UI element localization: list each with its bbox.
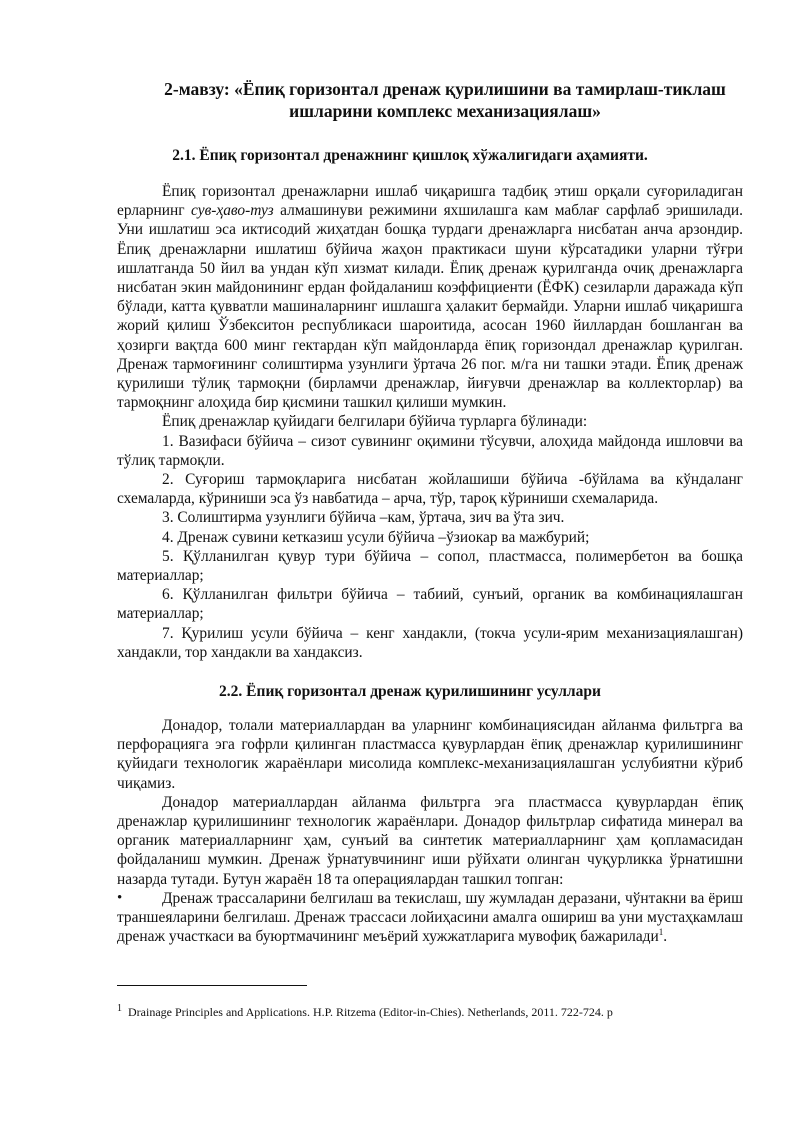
paragraph-text: алмашинуви режимини яхшилашга кам маблағ сарфлаб эришилади. Уни ишлатиш эса иктисодий жиҳатдан бошқа турдаги дренажларга нисбатан анча арзондир. Ёпиқ дренажларни ишлатиш бўйича жаҳон практикаси шуни кўрсатадики уларни тўғри ишлатганда 50 йил ва ундан кўп хизмат килади. Ёпиқ дренаж қурилганда очиқ дренажларга нисбатан экин майдонининг ердан фойдаланиш коэффициенти (ЁФК) сезиларли даражада кўп бўлади, катта қувватли машиналарнинг ишлашга ҳалакит бермайди. Уларни ишлаб чиқаришга жорий қилиш Ўзбекситон республикаси шароитида, асосан 1960 йиллардан бошланган ва ҳозирги вақтда 600 минг гектардан кўп майдонларда ёпиқ горизондал дренажлар қурилган. Дренаж тармоғининг солиштирма узунлиги ўртача 26 пог. м/га ни ташки этади. Ёпиқ дренаж қурилиши тўлиқ тармоқни (бирламчи дренажлар, йиғувчи дренажлар ва коллекторлар) ва тармоқнинг алоҳида бир қисмини ташкил қилиши мумкин. <box>117 202 743 412</box>
bullet-icon: • <box>117 889 123 906</box>
list-item: 2. Суғориш тармоқларига нисбатан жойлашиши бўйича -бўйлама ва кўндаланг схемаларда, кўриниши эса ўз навбатида – арча, тўр, тароқ кўриниши схемаларида. <box>117 471 743 508</box>
paragraph <box>117 182 743 412</box>
list-item: 3. Солиштирма узунлиги бўйича –кам, ўртача, зич ва ўта зич. <box>162 509 565 527</box>
footnote-divider <box>117 985 307 986</box>
list-item: 7. Қурилиш усули бўйича – кенг хандакли, (токча усули-ярим механизациялашган) хандакли, тор хандакли ва хандаксиз. <box>117 624 743 661</box>
section-1-body <box>117 182 743 662</box>
list-item: 4. Дренаж сувини кетказиш усули бўйича –ўзиокар ва мажбурий; <box>162 528 590 546</box>
footnote-text: Drainage Principles and Applications. H.P. Ritzema (Editor-in-Chies). Netherlands, 2011. 722-724. p <box>128 1005 613 1019</box>
paragraph-text: Ёпиқ горизонтал дренажларни ишлаб чиқаришга тадбиқ этиш орқали суғориладиган ерларнинг <box>117 183 743 220</box>
list-item: 5. Қўлланилган қувур тури бўйича – сопол, пластмасса, полимербетон ва бошқа материаллар; <box>117 547 743 585</box>
list-item: 6. Қўлланилган фильтри бўйича – табиий, сунъий, органик ва комбинациялашган материаллар; <box>117 586 743 623</box>
section-2-body <box>117 716 743 946</box>
footnote-ref[interactable]: 1 <box>658 927 664 938</box>
bullet-text: Дренаж трассаларини белгилаш ва текислаш, шу жумладан деразани, чўнтакни ва ёриш траншеяларини белгилаш. Дренаж трассаси лойиҳасини амалга ошириш ва уни мустаҳкамлаш дренаж участкаси ва буюртмачининг меъёрий хужжатларига мувофиқ бажарилади <box>117 889 743 946</box>
document-title: 2-мавзу: «Ёпиқ горизонтал дренаж қурилишини ва тамирлаш-тиклаш ишларини комплекс механизациялаш» <box>164 79 726 121</box>
italic-term: сув-ҳаво-туз <box>191 202 274 220</box>
paragraph: Донадор, толали материаллардан ва уларнинг комбинациясидан айланма фильтрга ва перфорацияга эга гофрли қилинган пластмасса қувурлардан ёпиқ дренажлар қурилишининг қуйидаги технологик жараёнлари мисолида комплекс-механизациялашган услубиятни кўриб чиқамиз. <box>117 717 743 792</box>
list-item: 1. Вазифаси бўйича – сизот сувининг оқимини тўсувчи, алоҳида майдонда ишловчи ва тўлиқ тармоқли. <box>117 432 743 469</box>
bullet-item <box>117 889 743 947</box>
paragraph: Ёпиқ дренажлар қуйидаги белгилари бўйича турларга бўлинади: <box>162 413 588 431</box>
section-2-heading: 2.2. Ёпиқ горизонтал дренаж қурилишининг усуллари <box>219 683 601 700</box>
footnote <box>117 1001 743 1020</box>
paragraph: Донадор материаллардан айланма фильтрга эга пластмасса қувурлардан ёпиқ дренажлар қурилишининг технологик жараёнлари. Донадор фильтрлар сифатида минерал ва органик материалларнинг ҳам, сунъий ва синтетик материалларнинг ҳам қопламасидан фойдаланиш мумкин. Дренаж ўрнатувчининг иши рўйхати олинган чуқурликка ўрнатишни назарда тутади. Бутун жараён 18 та операциялардан ташкил топган: <box>117 793 743 888</box>
section-1-heading: 2.1. Ёпиқ горизонтал дренажнинг қишлоқ хўжалигидаги аҳамияти. <box>172 147 648 164</box>
bullet-text-end: . <box>663 928 668 946</box>
footnote-number: 1 <box>117 1003 122 1014</box>
